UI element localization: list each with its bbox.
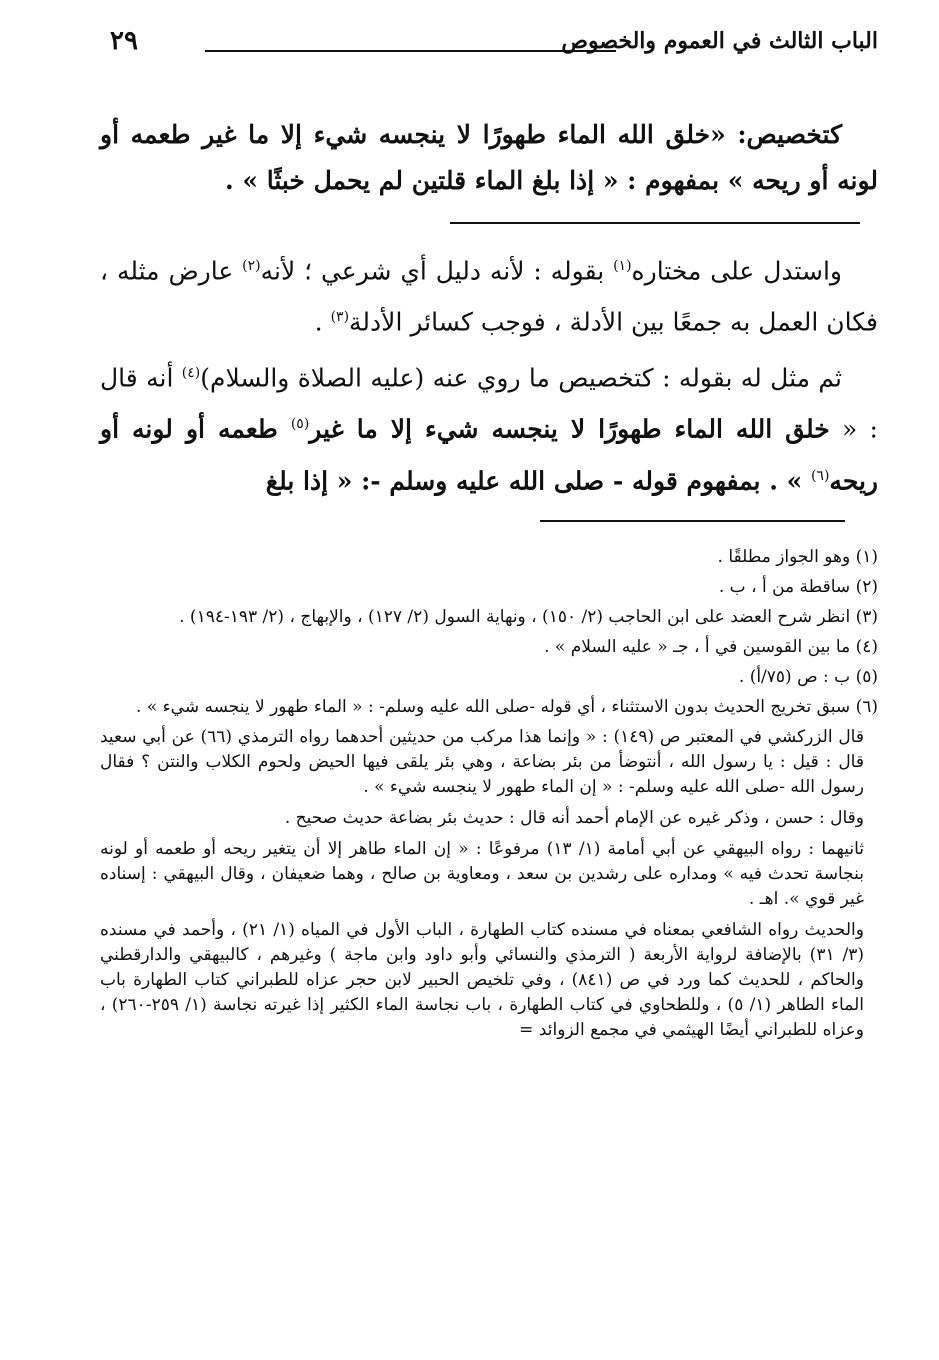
footnote-6-note: وقال : حسن ، وذكر غيره عن الإمام أحمد أنه قال : حديث بئر بضاعة حديث صحيح . [284, 808, 864, 828]
hadith-text-part: أنه قال : « [100, 363, 878, 444]
footnote-3: (٣) انظر شرح العضد على ابن الحاجب (٢/ ١٥٠) ، ونهاية السول (٢/ ١٢٧) ، والإبهاج ، (٢/ ١٩٣-١٩٤) . [179, 607, 878, 627]
header-rule [205, 50, 616, 52]
paragraph-example [100, 112, 878, 204]
footnote-ref: (٤) [181, 365, 201, 381]
footnote-2: (٢) ساقطة من أ ، ب . [718, 577, 878, 597]
evidence-text-part: عارض مثله ، فكان العمل به جمعًا بين الأدلة ، فوجب كسائر الأدلة [100, 256, 878, 337]
footnote-ref: (٣) [330, 309, 350, 326]
footnote-6-note: ثانيهما : رواه البيهقي عن أبي أمامة (١/ ١٣) مرفوعًا : « إن الماء طاهر إلا أن يتغير ريحه أو طعمه أو لونه بنجاسة تحدث فيه » ومداره على رشدين بن سعد ، ومعاوية بن صالح ، وهما ضعيفان ، وقال البيهقي : إسناده غير قوي ». اهـ . [100, 839, 864, 909]
footnote-6-note: والحديث رواه الشافعي بمعناه في مسنده كتاب الطهارة ، الباب الأول في المياه (١/ ٢١) ، وأحمد في مسنده (٣/ ٣١) بالإضافة لرواية الأربعة ( الترمذي والنسائي وأبو داود وابن ماجة ) وغيرهم ، كالبيهقي والدارقطني والحاكم ، للحديث كما ورد في ص (٨٤١) ، وفي تلخيص الحبير لابن حجر عزاه للطبراني كتاب الطهارة باب الماء الطاهر (١/ ٥) ، وللطحاوي في كتاب الطهارة ، باب نجاسة الماء الكثير إذا غيرته نجاسة (١/ ٢٥٩-٢٦٠) ، وعزاه للطبراني أيضًا الهيثمي في مجمع الزوائد = [100, 920, 864, 1040]
footnote-6-note: قال الزركشي في المعتبر ص (١٤٩) : « وإنما هذا مركب من حديثين أحدهما رواه الترمذي (٦٦) عن أبي سعيد قال : قيل : يا رسول الله ، أنتوضأ من بئر بضاعة ، وهي بئر يلقى فيها الحيض ولحوم الكلاب والنتن ؟ فقال رسول الله -صلى الله عليه وسلم- : « إن الماء طهور لا ينجسه شيء » . [100, 727, 864, 797]
footnote-ref: (٥) [290, 416, 310, 433]
paragraph-example-text: كتخصيص: «خلق الله الماء طهورًا لا ينجسه شيء إلا ما غير طعمه أو لونه أو ريحه » بمفهوم : « إذا بلغ الماء قلتين لم يحمل خبثًا » . [100, 120, 878, 195]
section-divider [450, 222, 860, 224]
evidence-text-part: واستدل على مختاره [631, 256, 842, 286]
footnote-6: (٦) سبق تخريج الحديث بدون الاستثناء ، أي قوله -صلى الله عليه وسلم- : « الماء طهور لا ينجسه شيء » . [136, 697, 878, 717]
footnote-1: (١) وهو الجواز مطلقًا . [717, 547, 878, 567]
paragraph-hadith [100, 350, 878, 504]
page-number: ٢٩ [110, 26, 138, 56]
footnotes-section [100, 545, 878, 1049]
chapter-title: الباب الثالث في العموم والخصوص [561, 28, 878, 54]
footnote-divider [540, 520, 845, 522]
paragraph-evidence [100, 243, 878, 346]
hadith-quote: » . بمفهوم قوله - صلى الله عليه وسلم -: « إذا بلغ [265, 465, 811, 495]
running-header [110, 28, 878, 72]
hadith-quote: خلق الله الماء طهورًا لا ينجسه شيء إلا ما غير [309, 414, 830, 444]
footnote-ref: (٦) [810, 467, 830, 484]
footnote-5: (٥) ب : ص (٧٥/أ) . [738, 667, 878, 687]
hadith-quote: طعمه أو لونه أو ريحه [100, 414, 878, 495]
evidence-text-part: . [314, 307, 331, 337]
hadith-text-part: ثم مثل له بقوله : كتخصيص ما روي عنه (عليه الصلاة والسلام) [200, 363, 842, 393]
footnote-ref: (١) [613, 258, 632, 274]
footnote-ref: (٢) [242, 258, 261, 274]
evidence-text-part: بقوله : لأنه دليل أي شرعي ؛ لأنه [260, 256, 614, 286]
footnote-4: (٤) ما بين القوسين في أ ، جـ « عليه السلام » . [544, 637, 878, 657]
